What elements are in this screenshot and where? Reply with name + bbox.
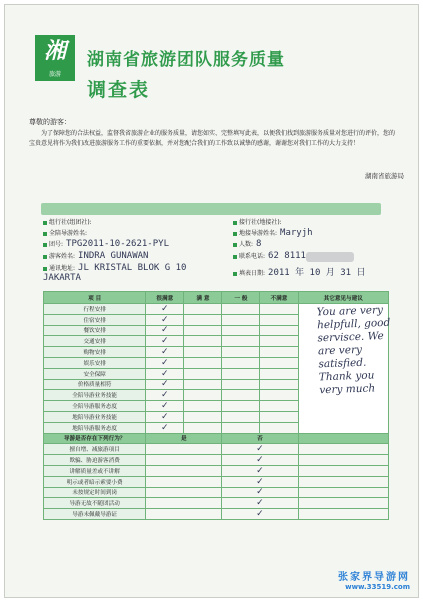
- rating-cell[interactable]: [260, 325, 298, 336]
- check-mark-icon: ✓: [161, 401, 169, 412]
- rating-cell[interactable]: [146, 347, 184, 358]
- rating-cell[interactable]: [260, 422, 298, 433]
- redacted-mask: [306, 252, 354, 262]
- hunan-tourism-logo: [35, 35, 75, 81]
- form-header-bar: [41, 203, 381, 215]
- check-mark-icon: ✓: [161, 336, 169, 347]
- rating-cell[interactable]: [184, 390, 222, 401]
- row-label: 地陪导游业务技能: [44, 411, 146, 422]
- field-label: 游客姓名:: [49, 253, 76, 260]
- no-cell[interactable]: [222, 509, 298, 520]
- col-very-satisfied: 很满意: [146, 292, 184, 304]
- check-mark-icon: ✓: [161, 379, 169, 390]
- behavior-label: 明示或者暗示索要小费: [44, 476, 146, 487]
- behavior-label: 欺骗、胁迫游客消费: [44, 455, 146, 466]
- row-label: 全陪导游服务态度: [44, 401, 146, 412]
- row-label: 安全保障: [44, 368, 146, 379]
- row-label: 住宿安排: [44, 314, 146, 325]
- logo-mark: 湘: [43, 39, 66, 64]
- blank-cell: [298, 455, 389, 466]
- rating-cell[interactable]: [260, 368, 298, 379]
- bullet-icon: [43, 221, 47, 225]
- field-value: 2011 年 10 月 31 日: [268, 268, 366, 278]
- form-title-line1: 湖南省旅游团队服务质量: [87, 50, 285, 70]
- check-mark-icon: ✓: [161, 325, 169, 336]
- field-visitor-name[interactable]: [43, 251, 148, 261]
- rating-cell[interactable]: [260, 314, 298, 325]
- table-row: [44, 455, 389, 466]
- check-mark-icon: ✓: [161, 422, 169, 433]
- row-label: 行程安排: [44, 304, 146, 315]
- rating-cell[interactable]: [146, 336, 184, 347]
- rating-cell[interactable]: [184, 347, 222, 358]
- blank-cell: [298, 444, 389, 455]
- rating-cell[interactable]: [146, 325, 184, 336]
- row-label: 购物安排: [44, 347, 146, 358]
- rating-cell[interactable]: [260, 347, 298, 358]
- rating-cell[interactable]: [184, 336, 222, 347]
- no-cell[interactable]: [222, 465, 298, 476]
- rating-cell[interactable]: [222, 422, 260, 433]
- field-value: JL KRISTAL BLOK G 10 JAKARTA: [43, 263, 187, 283]
- check-mark-icon: ✓: [256, 487, 264, 498]
- rating-cell[interactable]: [222, 368, 260, 379]
- rating-cell[interactable]: [222, 401, 260, 412]
- field-escort-guide[interactable]: [43, 228, 87, 237]
- behavior-label: 导游无故不随团活动: [44, 498, 146, 509]
- check-mark-icon: ✓: [256, 444, 264, 455]
- bullet-icon: [43, 232, 47, 236]
- yes-cell[interactable]: [146, 465, 222, 476]
- check-mark-icon: ✓: [161, 303, 169, 314]
- field-address[interactable]: [43, 263, 223, 283]
- table-row: [44, 487, 389, 498]
- check-mark-icon: ✓: [256, 498, 264, 509]
- rating-cell[interactable]: [222, 347, 260, 358]
- field-value: Maryjh: [280, 228, 313, 238]
- blank-cell: [298, 465, 389, 476]
- info-fields: [43, 217, 389, 281]
- form-title-line2: 调查表: [87, 79, 151, 101]
- row-label: 全陪导游业务技能: [44, 390, 146, 401]
- issuer-signature: 湖南省旅游局: [365, 172, 404, 180]
- yes-cell[interactable]: [146, 487, 222, 498]
- rating-cell[interactable]: [146, 314, 184, 325]
- rating-cell[interactable]: [184, 368, 222, 379]
- bullet-icon: [233, 272, 237, 276]
- no-cell[interactable]: [222, 487, 298, 498]
- table-row: [44, 509, 389, 520]
- rating-cell[interactable]: [222, 325, 260, 336]
- rating-cell[interactable]: [146, 401, 184, 412]
- no-cell[interactable]: [222, 444, 298, 455]
- greeting: 尊敬的游客：: [29, 118, 71, 126]
- rating-cell[interactable]: [146, 357, 184, 368]
- check-mark-icon: ✓: [161, 314, 169, 325]
- row-label: 价格质量相符: [44, 379, 146, 390]
- col-unsatisfied: 不满意: [260, 292, 298, 304]
- col-average: 一 般: [222, 292, 260, 304]
- rating-cell[interactable]: [146, 390, 184, 401]
- bullet-icon: [43, 243, 47, 247]
- rating-cell[interactable]: [146, 304, 184, 315]
- rating-cell[interactable]: [184, 411, 222, 422]
- field-value: 62 8111: [268, 251, 306, 261]
- blank-cell: [298, 509, 389, 520]
- col-comments: 其它意见与建议: [298, 292, 389, 304]
- rating-cell[interactable]: [184, 422, 222, 433]
- bullet-icon: [233, 243, 237, 247]
- check-mark-icon: ✓: [161, 347, 169, 358]
- field-value: TPG2011-10-2621-PYL: [66, 239, 169, 249]
- col-satisfied: 满 意: [184, 292, 222, 304]
- rating-cell[interactable]: [260, 411, 298, 422]
- behavior-label: 擅自增、减旅游项目: [44, 444, 146, 455]
- behavior-label: 未按规定时间到岗: [44, 487, 146, 498]
- row-label: 娱乐安排: [44, 357, 146, 368]
- field-local-guide[interactable]: [233, 228, 313, 238]
- row-label: 餐饮安排: [44, 325, 146, 336]
- rating-cell[interactable]: [260, 304, 298, 315]
- field-fill-date[interactable]: [233, 265, 365, 278]
- behavior-label: 导游未佩戴导游证: [44, 509, 146, 520]
- rating-cell[interactable]: [260, 390, 298, 401]
- field-receiving-agency[interactable]: [233, 217, 282, 226]
- field-organizing-agency[interactable]: [43, 217, 92, 226]
- field-label: 全陪导游姓名:: [49, 230, 88, 237]
- rating-cell[interactable]: [146, 368, 184, 379]
- section2-blank: [298, 433, 389, 444]
- rating-cell[interactable]: [260, 357, 298, 368]
- rating-cell[interactable]: [146, 422, 184, 433]
- col-no: 否: [222, 433, 298, 444]
- table-row: [44, 476, 389, 487]
- table-header-row: [44, 292, 389, 304]
- rating-cell[interactable]: [222, 314, 260, 325]
- yes-cell[interactable]: [146, 444, 222, 455]
- field-phone[interactable]: [233, 251, 354, 262]
- rating-cell[interactable]: [222, 357, 260, 368]
- survey-form-page: [4, 4, 419, 598]
- yes-cell[interactable]: [146, 455, 222, 466]
- table-row: [44, 444, 389, 455]
- check-mark-icon: ✓: [256, 476, 264, 487]
- check-mark-icon: ✓: [256, 455, 264, 466]
- rating-cell[interactable]: [222, 304, 260, 315]
- col-yes: 是: [146, 433, 222, 444]
- yes-cell[interactable]: [146, 476, 222, 487]
- field-label: 通讯地址:: [49, 265, 76, 272]
- rating-cell[interactable]: [184, 325, 222, 336]
- check-mark-icon: ✓: [256, 465, 264, 476]
- section2-title: 导游是否存在下列行为？: [44, 433, 146, 444]
- no-cell[interactable]: [222, 498, 298, 509]
- row-label: 地陪导游服务态度: [44, 422, 146, 433]
- field-label: 人数:: [239, 241, 254, 248]
- col-item: 项 目: [44, 292, 146, 304]
- check-mark-icon: ✓: [256, 509, 264, 520]
- logo-subtext: 旅游: [48, 71, 61, 78]
- field-label: 团号:: [49, 241, 64, 248]
- field-label: 联系电话:: [239, 253, 266, 260]
- rating-cell[interactable]: [222, 379, 260, 390]
- bullet-icon: [233, 232, 237, 236]
- rating-cell[interactable]: [260, 379, 298, 390]
- watermark-url: www.33519.com: [345, 583, 410, 591]
- field-value: INDRA GUNAWAN: [78, 251, 149, 261]
- rating-cell[interactable]: [184, 401, 222, 412]
- field-label: 接行社(地接社):: [239, 219, 282, 226]
- field-label: 填表日期:: [239, 270, 266, 277]
- table-row: [44, 498, 389, 509]
- intro-paragraph: 为了保障您的合法权益，监督我省旅游企业的服务质量，请您如实、完整填写此表，以便我们找到旅游服务质量对您进行的评价，您的宝贵意见将作为我们改进旅游服务工作的重要依据，并对您配合我们的工作致以诚挚的感谢，谢谢您对我们工作的大力支持！: [29, 130, 396, 147]
- row-label: 交通安排: [44, 336, 146, 347]
- watermark: [338, 568, 410, 591]
- field-head-count[interactable]: [233, 239, 261, 249]
- rating-cell[interactable]: [184, 304, 222, 315]
- bullet-icon: [233, 255, 237, 259]
- check-mark-icon: ✓: [161, 411, 169, 422]
- field-value: 8: [256, 239, 262, 249]
- blank-cell: [298, 487, 389, 498]
- yes-cell[interactable]: [146, 498, 222, 509]
- rating-cell[interactable]: [222, 336, 260, 347]
- table-row: [44, 465, 389, 476]
- rating-cell[interactable]: [184, 314, 222, 325]
- check-mark-icon: ✓: [161, 368, 169, 379]
- field-label: 地接导游姓名:: [239, 230, 278, 237]
- behavior-label: 讲解质量差或不讲解: [44, 465, 146, 476]
- blank-cell: [298, 476, 389, 487]
- rating-cell[interactable]: [260, 336, 298, 347]
- check-mark-icon: ✓: [161, 357, 169, 368]
- bullet-icon: [233, 221, 237, 225]
- yes-cell[interactable]: [146, 509, 222, 520]
- rating-cell[interactable]: [222, 390, 260, 401]
- blank-cell: [298, 498, 389, 509]
- rating-cell[interactable]: [260, 401, 298, 412]
- rating-cell[interactable]: [184, 357, 222, 368]
- section2-header-row: [44, 433, 389, 444]
- check-mark-icon: ✓: [161, 390, 169, 401]
- field-label: 组行社(组团社):: [49, 219, 92, 226]
- bullet-icon: [43, 255, 47, 259]
- rating-cell[interactable]: [222, 411, 260, 422]
- watermark-site-name: 张家界导游网: [338, 572, 410, 583]
- bullet-icon: [43, 267, 47, 271]
- rating-cell[interactable]: [146, 411, 184, 422]
- handwritten-comment: You are very helpfull, good servisce. We are very satisfied. Thank you very much: [316, 304, 391, 397]
- no-cell[interactable]: [222, 476, 298, 487]
- rating-cell[interactable]: [146, 379, 184, 390]
- field-group-number[interactable]: [43, 239, 169, 249]
- rating-cell[interactable]: [184, 379, 222, 390]
- no-cell[interactable]: [222, 455, 298, 466]
